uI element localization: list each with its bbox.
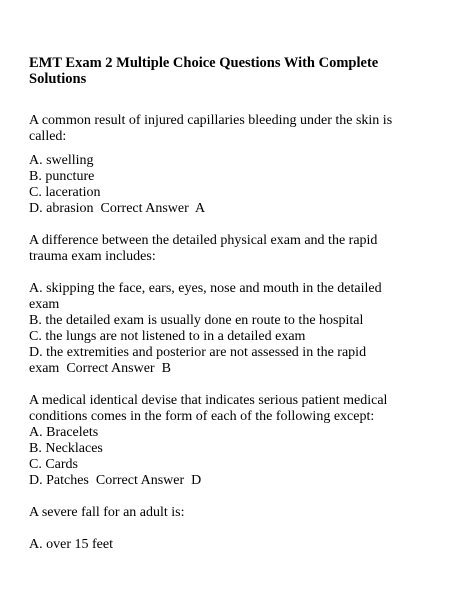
question-4-stem: A severe fall for an adult is: [29,505,185,520]
question-1-stem: A common result of injured capillaries bleeding under the skin is [29,113,393,128]
question-3-option-d: D. Patches Correct Answer D [29,473,202,488]
question-2-stem: A difference between the detailed physical exam and the rapid [29,233,378,248]
question-1-stem: called: [29,129,67,144]
question-3-stem: A medical identical devise that indicates serious patient medical [29,393,388,408]
title-line: EMT Exam 2 Multiple Choice Questions With Complete [29,55,379,71]
question-2-option-b: B. the detailed exam is usually done en route to the hospital [29,313,364,328]
question-2-option-a: exam [29,297,60,312]
question-3-stem: conditions comes in the form of each of the following except: [29,409,375,424]
question-1-option-b: B. puncture [29,169,95,184]
question-2-option-d: exam Correct Answer B [29,361,171,376]
question-3-option-c: C. Cards [29,457,78,472]
question-2-option-c: C. the lungs are not listened to in a detailed exam [29,329,306,344]
document-title [29,55,449,87]
question-2-stem: trauma exam includes: [29,249,156,264]
question-1-option-c: C. laceration [29,185,101,200]
title-line: Solutions [29,71,87,87]
question-1-option-a: A. swelling [29,153,94,168]
question-1-option-d: D. abrasion Correct Answer A [29,201,206,216]
question-3-option-a: A. Bracelets [29,425,99,440]
question-2-option-d: D. the extremities and posterior are not assessed in the rapid [29,345,367,360]
question-3-option-b: B. Necklaces [29,441,103,456]
question-4-option-a: A. over 15 feet [29,537,113,552]
question-2-option-a: A. skipping the face, ears, eyes, nose and mouth in the detailed [29,281,382,296]
